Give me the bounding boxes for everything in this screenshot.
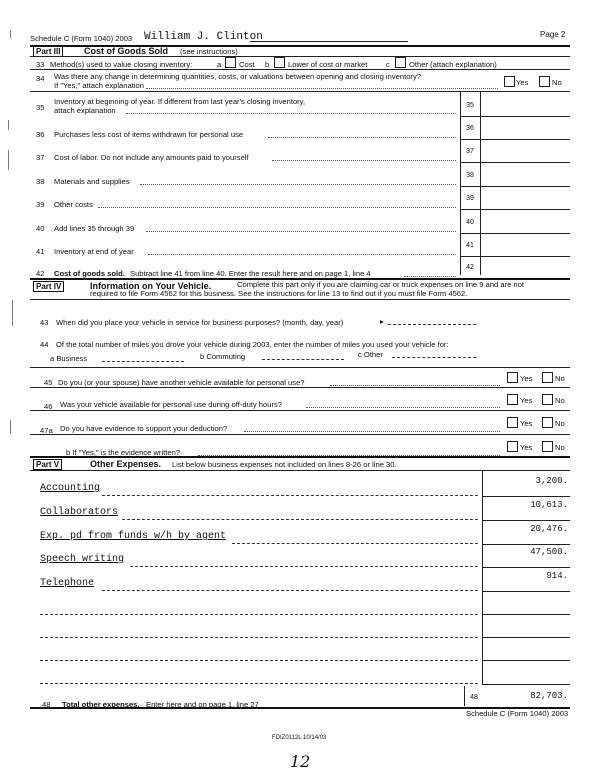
line47a-yes-checkbox[interactable] [507,417,518,428]
line47a-dots [244,431,500,432]
part3-rule [30,56,570,57]
line38-dots [140,184,456,185]
line35-box: 35 [466,102,474,109]
line47a-num: 47a [40,426,53,435]
line48-bold: Total other expenses. [62,700,140,709]
part4-text2: required to file Form 4562 for this business. See the instructions for line 13 to find out if you must file Form 4562. [90,289,468,298]
expense-dash [102,495,478,496]
part5-amount-col [482,470,483,685]
expense-label: Accounting [40,483,101,494]
line41-box: 41 [466,242,474,249]
line34-yes-checkbox[interactable] [504,76,515,87]
opt-b-letter: b [265,60,270,69]
line34-no-checkbox[interactable] [539,76,550,87]
line46-no-checkbox[interactable] [542,394,553,405]
part5-subtitle: List below business expenses not included on lines 8-26 or line 30. [172,460,397,469]
line38-text: Materials and supplies [54,177,130,186]
other-miles-input[interactable] [392,357,476,358]
line44-text: Of the total number of miles you drove your vehicle during 2003, enter the number of miles you used your vehicle for: [56,340,449,349]
line47a-no-label: No [555,419,565,428]
line42-box: 42 [466,264,474,271]
part3-title: Cost of Goods Sold [84,46,168,56]
blank-expense-line[interactable] [40,637,478,638]
handwritten-page-number: 12 [290,752,311,771]
line36-rule [460,139,570,140]
scan-mark [8,150,9,170]
line47a-no-checkbox[interactable] [542,417,553,428]
expense-rule [482,520,570,521]
line47b-no-label: No [555,443,565,452]
blank-expense-line[interactable] [40,614,478,615]
line46-num: 46 [44,402,53,411]
opt-a-letter: a [217,60,222,69]
blank-expense-line[interactable] [40,660,478,661]
blank-expense-line[interactable] [40,683,478,684]
part5-tag: Part V [33,459,62,470]
line39-dots [98,207,456,208]
line45-text: Do you (or your spouse) have another vehicle available for personal use? [58,378,305,387]
line43-arrow-icon: ▸ [380,317,384,326]
expense-dash [122,519,478,520]
line40-rule [460,233,570,234]
line35-dots [126,113,456,114]
scan-mark [12,300,13,326]
part5-title: Other Expenses. [90,459,162,469]
line34-dots [146,88,498,89]
scan-mark [10,420,11,434]
line46-yes-checkbox[interactable] [507,394,518,405]
line45-yes-checkbox[interactable] [507,372,518,383]
expense-rule [482,614,570,615]
expense-rule [482,567,570,568]
expense-rule [482,637,570,638]
part4-text1: Complete this part only if you are claiming car or truck expenses on line 9 and are not [237,280,525,289]
cost-checkbox[interactable] [225,57,236,68]
name-underline [250,41,408,42]
expense-amount: 3,200. [535,476,568,486]
line45-rule [30,387,570,388]
form-label: Schedule C (Form 1040) 2003 [30,34,133,43]
line37-num: 37 [36,153,45,162]
line39-num: 39 [36,200,45,209]
line48-num: 48 [42,700,51,709]
line42-dots [404,276,456,277]
line36-text: Purchases less cost of items withdrawn for personal use [54,130,244,139]
line40-box: 40 [466,219,474,226]
line44-b-label: b Commuting [200,352,246,361]
line34-text: Was there any change in determining quantities, costs, or valuations between opening and closing inventory? [54,72,421,81]
opt-c-letter: c [386,60,390,69]
line36-dots [268,137,456,138]
line34-no-label: No [552,78,562,87]
line45-yes-label: Yes [520,374,533,383]
line34-num: 34 [36,74,45,83]
expense-amount: 10,613. [530,500,568,510]
line38-num: 38 [36,177,45,186]
line37-dots [272,160,456,161]
part3-tag: Part III [33,46,63,57]
line34-rule [30,91,570,92]
line37-rule [460,162,570,163]
expense-amount: 914. [546,571,568,581]
expense-amount: 47,500. [530,547,568,557]
line44-num: 44 [40,340,49,349]
expense-dash [130,566,478,567]
line34-sub: If "Yes," attach explanation [54,81,144,90]
line44-a-label: a Business [50,354,88,363]
line46-rule [30,410,570,411]
part4-title: Information on Your Vehicle. [90,281,212,291]
line41-dots [148,254,456,255]
line44-rule [30,367,570,368]
line39-rule [460,209,570,210]
line46-dots [306,407,500,408]
opt-b-label: Lower of cost or market [288,60,368,69]
line48-box: 48 [470,694,478,701]
line41-num: 41 [36,247,45,256]
part5-rule [30,470,570,471]
part4-end-rule [30,456,570,458]
line47b-yes-label: Yes [520,443,533,452]
commuting-miles-input[interactable] [262,359,344,360]
line45-dots [330,385,500,386]
line43-input[interactable] [388,324,476,325]
line35-num: 35 [36,103,45,112]
line45-no-label: No [555,374,565,383]
line33-rule [30,69,570,70]
line46-yes-label: Yes [520,396,533,405]
line44-c-label: c Other [358,350,383,359]
part4-tag: Part IV [33,281,64,292]
line47a-rule [30,434,570,435]
expense-rule [482,684,570,685]
scan-mark [10,30,11,38]
line46-text: Was your vehicle available for personal use during off-duty hours? [60,400,283,409]
part3-subtitle: (see instructions) [180,47,238,56]
line47a-yes-label: Yes [520,419,533,428]
expense-label: Telephone [40,578,95,589]
expense-amount: 20,476. [530,524,568,534]
expense-label: Speech writing [40,554,125,565]
business-miles-input[interactable] [102,361,184,362]
other-method-checkbox[interactable] [395,57,406,68]
line40-text: Add lines 35 through 39 [54,224,135,233]
page-label: Page 2 [540,30,566,39]
part4-rule [30,299,570,300]
expense-rule [482,591,570,592]
line47a-text: Do you have evidence to support your deduction? [60,424,228,433]
opt-a-label: Cost [239,60,255,69]
line33-text: Method(s) used to value closing inventory: [50,60,193,69]
line37-text: Cost of labor. Do not include any amounts paid to yourself [54,153,249,162]
line34-yes-label: Yes [516,78,529,87]
line36-num: 36 [36,130,45,139]
taxpayer-name: William J. Clinton [144,31,263,43]
line41-text: Inventory at end of year [54,247,134,256]
line39-text: Other costs [54,200,93,209]
line47b-text: b If "Yes," is the evidence written? [66,448,181,457]
expense-rule [482,496,570,497]
line46-no-label: No [555,396,565,405]
line35-rule [460,116,570,117]
line39-box: 39 [466,195,474,202]
expense-rule [482,660,570,661]
expense-label: Exp. pd from funds w/h by agent [40,531,227,542]
line36-box: 36 [466,125,474,132]
line47b-no-checkbox[interactable] [542,441,553,452]
line41-rule [460,256,570,257]
total-other-expenses: 82,703. [530,691,568,701]
opt-c-label: Other (attach explanation) [409,60,497,69]
line35-text2: attach explanation [54,106,116,115]
expense-rule [482,544,570,545]
footer-form-label: Schedule C (Form 1040) 2003 [466,709,569,718]
line43-text: When did you place your vehicle in service for business purposes? (month, day, year) [56,318,344,327]
expense-dash [232,543,478,544]
line37-box: 37 [466,148,474,155]
line38-rule [460,186,570,187]
line40-num: 40 [36,224,45,233]
line42-bold: Cost of goods sold. [54,269,125,278]
footer-code: FDIZ0112L 10/14/03 [272,735,327,741]
lower-cost-checkbox[interactable] [274,57,285,68]
line40-dots [146,231,456,232]
box-col-right [480,91,481,275]
line42-num: 42 [36,269,45,278]
scan-mark [8,120,9,130]
line38-box: 38 [466,172,474,179]
line42-text: Subtract line 41 from line 40. Enter the result here and on page 1, line 4 [130,269,371,278]
expense-dash [102,590,478,591]
line48-text: Enter here and on page 1, line 27 [146,700,259,709]
expense-label: Collaborators [40,507,119,518]
line43-num: 43 [40,318,49,327]
line35-text: Inventory at beginning of year. If different from last year's closing inventory, [54,97,306,106]
line45-num: 45 [44,378,53,387]
line47b-yes-checkbox[interactable] [507,441,518,452]
line33-num: 33 [36,60,45,69]
line45-no-checkbox[interactable] [542,372,553,383]
